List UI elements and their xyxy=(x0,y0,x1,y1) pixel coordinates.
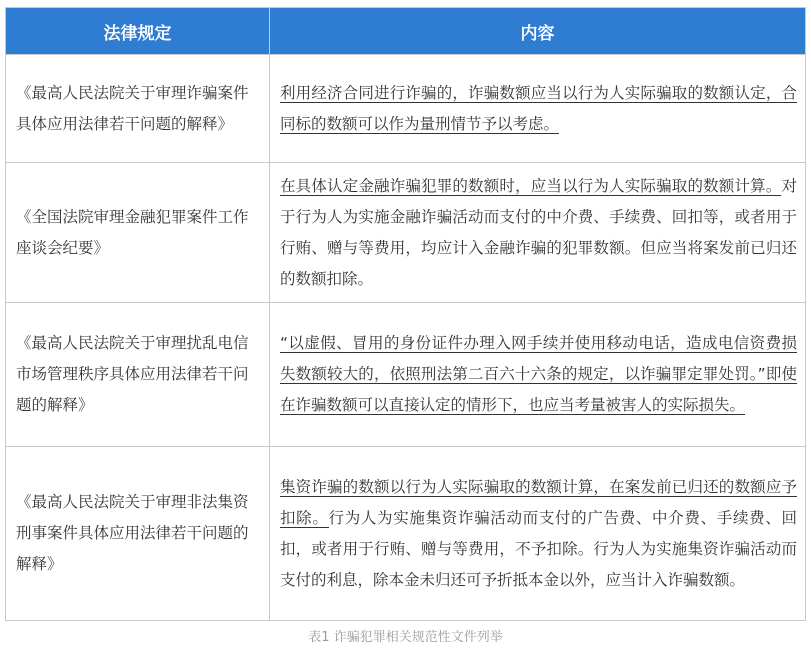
header-law: 法律规定 xyxy=(6,8,270,55)
content-text: 行为人为实施集资诈骗活动而支付的广告费、中介费、手续费、回扣，或者用于行贿、赠与等费用，不予扣除。行为人为实施集资诈骗活动而支付的利息，除本金未归还可予折抵本金以外，应当计入诈骗数额。 xyxy=(280,508,797,589)
table-row xyxy=(6,55,806,163)
header-content: 内容 xyxy=(270,8,806,55)
content-cell xyxy=(270,55,806,163)
law-cell: 《最高人民法院关于审理非法集资刑事案件具体应用法律若干问题的解释》 xyxy=(6,447,270,621)
law-cell: 《全国法院审理金融犯罪案件工作座谈会纪要》 xyxy=(6,163,270,303)
table-caption: 表1 诈骗犯罪相关规范性文件列举 xyxy=(308,630,503,645)
table-row xyxy=(6,163,806,303)
content-cell xyxy=(270,303,806,447)
content-text: 对于行为人为实施金融诈骗活动而支付的中介费、手续费、回扣等，或者用于行贿、赠与等费用，均应计入金融诈骗的犯罪数额。但应当将案发前已归还的数额扣除。 xyxy=(280,176,797,288)
regulations-table xyxy=(5,7,806,621)
table-header-row xyxy=(6,8,806,55)
content-cell xyxy=(270,163,806,303)
content-underlined-text: 集资诈骗的数额以行为人实际骗取的数额计算，在案发前已归还的数额应予扣除。 xyxy=(280,477,797,527)
law-cell: 《最高人民法院关于审理扰乱电信市场管理秩序具体应用法律若干问题的解释》 xyxy=(6,303,270,447)
regulations-table-container xyxy=(5,7,805,621)
law-cell: 《最高人民法院关于审理诈骗案件具体应用法律若干问题的解释》 xyxy=(6,55,270,163)
content-underlined-text: 利用经济合同进行诈骗的，诈骗数额应当以行为人实际骗取的数额认定，合同标的数额可以作为量刑情节予以考虑。 xyxy=(280,83,797,133)
content-underlined-text: 在具体认定金融诈骗犯罪的数额时，应当以行为人实际骗取的数额计算。 xyxy=(280,176,782,195)
content-cell xyxy=(270,447,806,621)
content-underlined-text: “以虚假、冒用的身份证件办理入网手续并使用移动电话，造成电信资费损失数额较大的，依照刑法第二百六十六条的规定，以诈骗罪定罪处罚。”即使在诈骗数额可以直接认定的情形下，也应当考量被害人的实际损失。 xyxy=(280,334,797,414)
table-row xyxy=(6,447,806,621)
table-row xyxy=(6,303,806,447)
